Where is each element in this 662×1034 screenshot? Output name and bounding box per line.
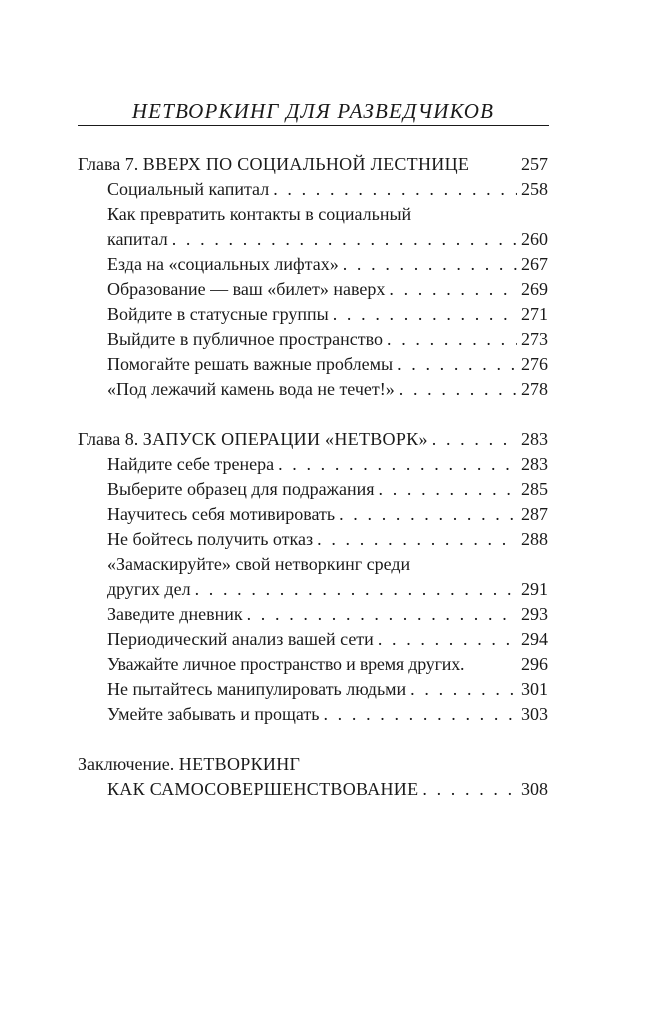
leader-dots bbox=[195, 577, 517, 602]
toc-entry[interactable] bbox=[78, 202, 548, 227]
toc-entry-title: «Замаскируйте» свой нетворкинг среди bbox=[107, 554, 411, 574]
conclusion-page: 308 bbox=[521, 779, 548, 799]
table-of-contents bbox=[78, 152, 548, 802]
toc-entry-page: 288 bbox=[521, 529, 548, 549]
leader-dots bbox=[172, 227, 517, 252]
toc-entry-page: 293 bbox=[521, 604, 548, 624]
chapter-7-heading[interactable] bbox=[78, 152, 548, 177]
toc-entry-title: Езда на «социальных лифтах» bbox=[107, 254, 339, 274]
spacer bbox=[78, 727, 548, 752]
toc-entry[interactable] bbox=[78, 252, 548, 277]
toc-entry-page: 301 bbox=[521, 679, 548, 699]
conclusion-prefix: Заключение. bbox=[78, 754, 175, 774]
toc-entry-title: Как превратить контакты в социальный bbox=[107, 204, 412, 224]
leader-dots bbox=[399, 377, 517, 402]
toc-entry[interactable] bbox=[78, 277, 548, 302]
leader-dots bbox=[389, 277, 517, 302]
leader-dots bbox=[273, 177, 517, 202]
toc-entry-continuation[interactable] bbox=[78, 227, 548, 252]
toc-entry[interactable] bbox=[78, 477, 548, 502]
leader-dots bbox=[378, 627, 517, 652]
toc-entry-title: Периодический анализ вашей сети bbox=[107, 629, 374, 649]
leader-dots bbox=[432, 427, 517, 452]
toc-entry-page: 287 bbox=[521, 504, 548, 524]
toc-entry-title: Выберите образец для подражания bbox=[107, 479, 375, 499]
toc-entry[interactable] bbox=[78, 552, 548, 577]
toc-entry[interactable] bbox=[78, 652, 548, 677]
leader-dots bbox=[323, 702, 517, 727]
conclusion-title-line2: КАК САМОСОВЕРШЕНСТВОВАНИЕ bbox=[107, 779, 419, 799]
toc-entry-page: 303 bbox=[521, 704, 548, 724]
toc-entry-title: Образование — ваш «билет» наверх bbox=[107, 279, 386, 299]
toc-entry-title-cont: других дел bbox=[107, 579, 191, 599]
toc-entry-title: Выйдите в публичное пространство bbox=[107, 329, 384, 349]
toc-entry-title: Заведите дневник bbox=[107, 604, 243, 624]
running-head: НЕТВОРКИНГ ДЛЯ РАЗВЕДЧИКОВ bbox=[131, 99, 495, 123]
toc-entry[interactable] bbox=[78, 352, 548, 377]
toc-entry-title-cont: капитал bbox=[107, 229, 168, 249]
toc-entry-page: 283 bbox=[521, 454, 548, 474]
leader-dots bbox=[247, 602, 517, 627]
conclusion-heading[interactable] bbox=[78, 752, 548, 777]
leader-dots bbox=[397, 352, 517, 377]
leader-dots bbox=[410, 677, 517, 702]
toc-entry-title: Помогайте решать важные проблемы bbox=[107, 354, 394, 374]
toc-entry-page: 278 bbox=[521, 379, 548, 399]
conclusion-heading-continuation[interactable] bbox=[78, 777, 548, 802]
leader-dots bbox=[333, 302, 517, 327]
toc-entry-page: 285 bbox=[521, 479, 548, 499]
spacer bbox=[78, 402, 548, 427]
toc-entry[interactable] bbox=[78, 377, 548, 402]
header-rule bbox=[78, 125, 549, 126]
toc-entry[interactable] bbox=[78, 302, 548, 327]
chapter-7-prefix: Глава 7. bbox=[78, 154, 139, 174]
leader-dots bbox=[387, 327, 517, 352]
toc-entry[interactable] bbox=[78, 677, 548, 702]
toc-entry-title: Не пытайтесь манипулировать людьми bbox=[107, 679, 407, 699]
leader-dots bbox=[343, 252, 517, 277]
toc-entry[interactable] bbox=[78, 327, 548, 352]
toc-entry-continuation[interactable] bbox=[78, 577, 548, 602]
chapter-8-page: 283 bbox=[521, 429, 548, 449]
toc-entry-title: «Под лежачий камень вода не течет!» bbox=[107, 379, 395, 399]
toc-entry-page: 296 bbox=[521, 654, 548, 674]
toc-entry[interactable] bbox=[78, 527, 548, 552]
toc-entry[interactable] bbox=[78, 702, 548, 727]
chapter-7-title: ВВЕРХ ПО СОЦИАЛЬНОЙ ЛЕСТНИЦЕ bbox=[142, 154, 470, 174]
toc-entry-title: Войдите в статусные группы bbox=[107, 304, 329, 324]
toc-entry[interactable] bbox=[78, 502, 548, 527]
toc-entry-page: 267 bbox=[521, 254, 548, 274]
chapter-8-prefix: Глава 8. bbox=[78, 429, 139, 449]
toc-entry-page: 258 bbox=[521, 179, 548, 199]
toc-entry-title: Найдите себе тренера bbox=[107, 454, 275, 474]
chapter-8-heading[interactable] bbox=[78, 427, 548, 452]
toc-entry-page: 276 bbox=[521, 354, 548, 374]
toc-entry[interactable] bbox=[78, 602, 548, 627]
toc-entry-title: Уважайте личное пространство и время других. bbox=[107, 654, 465, 674]
toc-entry-page: 271 bbox=[521, 304, 548, 324]
leader-dots bbox=[339, 502, 517, 527]
toc-entry[interactable] bbox=[78, 452, 548, 477]
toc-entry-title: Умейте забывать и прощать bbox=[107, 704, 320, 724]
chapter-7-page: 257 bbox=[521, 154, 548, 174]
toc-entry[interactable] bbox=[78, 627, 548, 652]
toc-entry-page: 260 bbox=[521, 229, 548, 249]
toc-entry-title: Социальный капитал bbox=[107, 179, 270, 199]
chapter-8-title: ЗАПУСК ОПЕРАЦИИ «НЕТВОРК» bbox=[142, 429, 428, 449]
toc-entry-page: 291 bbox=[521, 579, 548, 599]
toc-entry-title: Научитесь себя мотивировать bbox=[107, 504, 336, 524]
toc-entry-title: Не бойтесь получить отказ bbox=[107, 529, 314, 549]
toc-entry-page: 294 bbox=[521, 629, 548, 649]
leader-dots bbox=[379, 477, 517, 502]
toc-entry-page: 269 bbox=[521, 279, 548, 299]
toc-entry[interactable] bbox=[78, 177, 548, 202]
toc-entry-page: 273 bbox=[521, 329, 548, 349]
leader-dots bbox=[422, 777, 517, 802]
conclusion-title-line1: НЕТВОРКИНГ bbox=[178, 754, 301, 774]
leader-dots bbox=[317, 527, 517, 552]
leader-dots bbox=[278, 452, 517, 477]
